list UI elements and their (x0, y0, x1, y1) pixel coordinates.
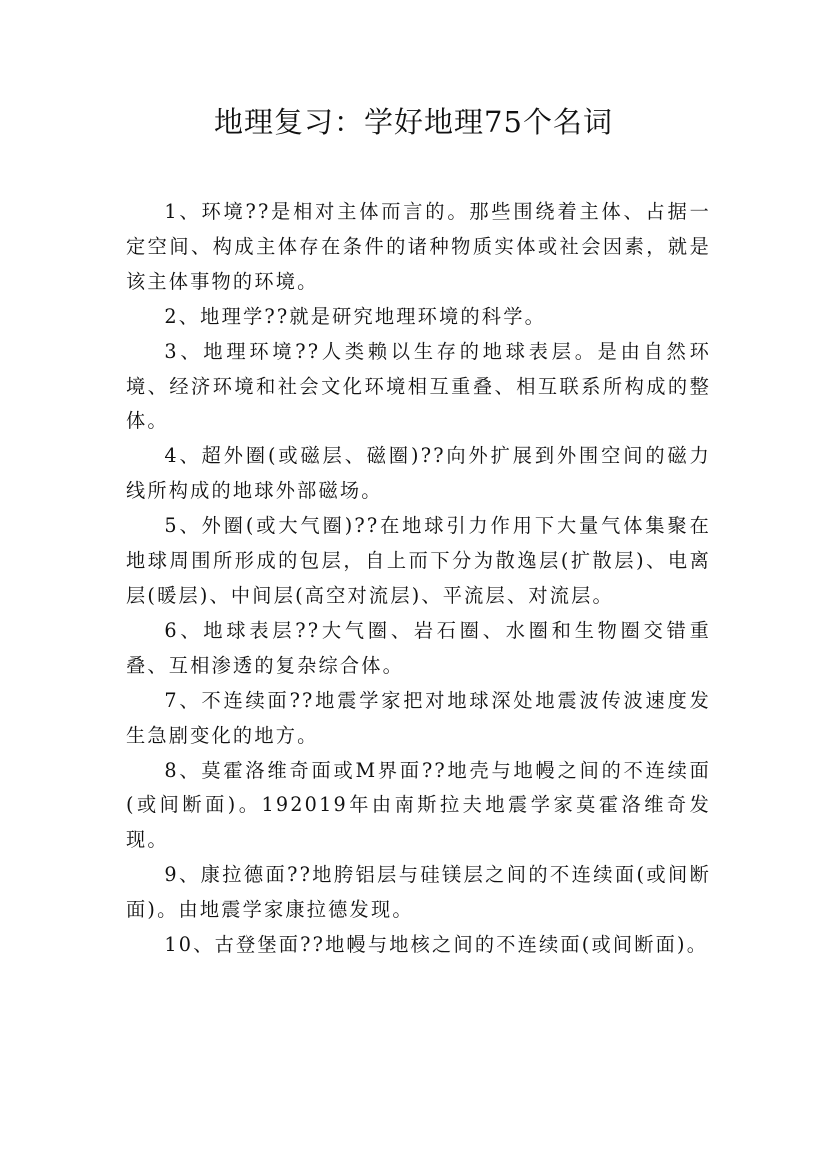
paragraph-4: 4、超外圈(或磁层、磁圈)??向外扩展到外围空间的磁力线所构成的地球外部磁场。 (126, 444, 711, 503)
paragraph-5: 5、外圈(或大气圈)??在地球引力作用下大量气体集聚在地球周围所形成的包层，自上而下分为散逸层(扩散层)、电离层(暖层)、中间层(高空对流层)、平流层、对流层。 (126, 514, 711, 607)
paragraph-1: 1、环境??是相对主体而言的。那些围绕着主体、占据一定空间、构成主体存在条件的诸种物质实体或社会因素，就是该主体事物的环境。 (126, 200, 711, 293)
paragraph-8: 8、莫霍洛维奇面或M界面??地壳与地幔之间的不连续面(或间断面)。192019年由南斯拉夫地震学家莫霍洛维奇发现。 (126, 758, 711, 852)
document-body (126, 195, 711, 963)
paragraph-2: 2、地理学??就是研究地理环境的科学。 (164, 304, 546, 328)
paragraph-9: 9、康拉德面??地胯铝层与硅镁层之间的不连续面(或间断面)。由地震学家康拉德发现。 (126, 863, 711, 922)
paragraph-3: 3、地理环境??人类赖以生存的地球表层。是由自然环境、经济环境和社会文化环境相互重叠、相互联系所构成的整体。 (126, 339, 711, 433)
document-title: 地理复习：学好地理75个名词 (214, 105, 613, 139)
paragraph-7: 7、不连续面??地震学家把对地球深处地震波传波速度发生急剧变化的地方。 (126, 688, 711, 747)
paragraph-10: 10、古登堡面??地幔与地核之间的不连续面(或间断面)。 (164, 933, 709, 957)
paragraph-6: 6、地球表层??大气圈、岩石圈、水圈和生物圈交错重叠、互相渗透的复杂综合体。 (126, 618, 711, 677)
